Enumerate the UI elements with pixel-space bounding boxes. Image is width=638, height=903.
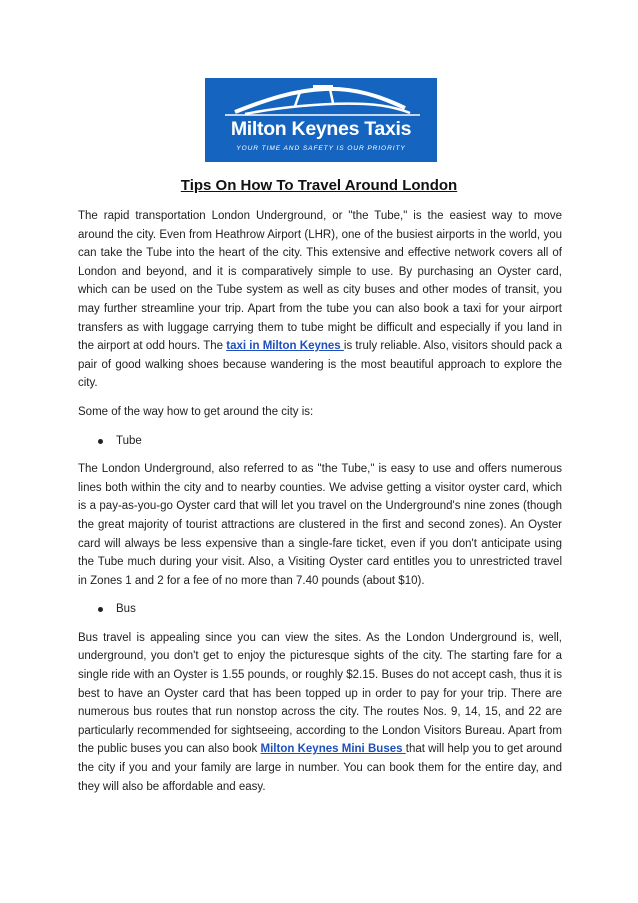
company-logo bbox=[205, 78, 437, 162]
bullet-tube bbox=[78, 432, 562, 451]
intro-text-2: is truly reliable. Also, visitors should pack a pair of good walking shoes because wandering is the most beautiful approach to explore the city. bbox=[78, 340, 563, 390]
logo-tagline: YOUR TIME AND SAFETY IS OUR PRIORITY bbox=[236, 145, 406, 152]
logo-title: Milton Keynes Taxis bbox=[230, 118, 412, 140]
bus-text-2: that will help you to get around the city if you and your family are large in number. You can book them for the entire day, and they will also be affordable and easy. bbox=[78, 743, 563, 793]
tube-paragraph: The London Underground, also referred to as "the Tube," is easy to use and offers numerous lines both within the city and to nearby counties. We advise getting a visitor oyster card, which is a pay-as-you-go Oyster card that will let you travel on the Underground's nine zones (though the great majority of tourist attractions are clustered in the first and second zones). An Oyster card will always be less expensive than a single-fare ticket, even if you don't anticipate using the Tube much during your visit. Also, a Visiting Oyster card entitles you to unrestricted travel in Zones 1 and 2 for a fee of no more than 7.40 pounds (about $10). bbox=[78, 463, 562, 587]
page-title: Tips On How To Travel Around London bbox=[180, 177, 458, 194]
ways-paragraph: Some of the way how to get around the city is: bbox=[78, 405, 314, 418]
bus-paragraph bbox=[78, 629, 562, 796]
milton-keynes-mini-buses-link[interactable]: Milton Keynes Mini Buses bbox=[260, 743, 406, 756]
bullet-tube-label: Tube bbox=[116, 434, 142, 447]
bullet-bus bbox=[78, 600, 562, 619]
intro-paragraph bbox=[78, 207, 562, 393]
bullet-bus-label: Bus bbox=[116, 603, 136, 616]
bus-text-1: Bus travel is appealing since you can view the sites. As the London Underground is, well, underground, you don't get to enjoy the picturesque sights of the city. The starting fare for a single ride with an Oyster is 1.55 pounds, or roughly $2.15. Buses do not accept cash, thus it is best to have an Oyster card that has been topped up in order to pay for your trip. There are numerous bus routes that run nonstop across the city. The routes Nos. 9, 14, 15, and 22 are particularly recommended for sightseeing, according to the London Visitors Bureau. Apart from the public buses you can also book bbox=[78, 631, 562, 756]
article-body bbox=[78, 207, 562, 806]
bullet-icon bbox=[98, 607, 103, 612]
intro-text-1: The rapid transportation London Underground, or "the Tube," is the easiest way to move around the city. Even from Heathrow Airport (LHR), one of the busiest airports in the world, you can take the Tube into the heart of the city. This extensive and effective network covers all of London and beyond, and it is comparatively simple to use. By purchasing an Oyster card, which can be used on the Tube system as well as city buses and other modes of transit, you may further streamline your trip. Apart from the tube you can also book a taxi for your airport transfers as with luggage carrying them to tube might be difficult and especially if you land in the airport at odd hours. The bbox=[78, 210, 562, 353]
taxi-milton-keynes-link[interactable]: taxi in Milton Keynes bbox=[226, 340, 344, 353]
bullet-icon bbox=[98, 439, 103, 444]
